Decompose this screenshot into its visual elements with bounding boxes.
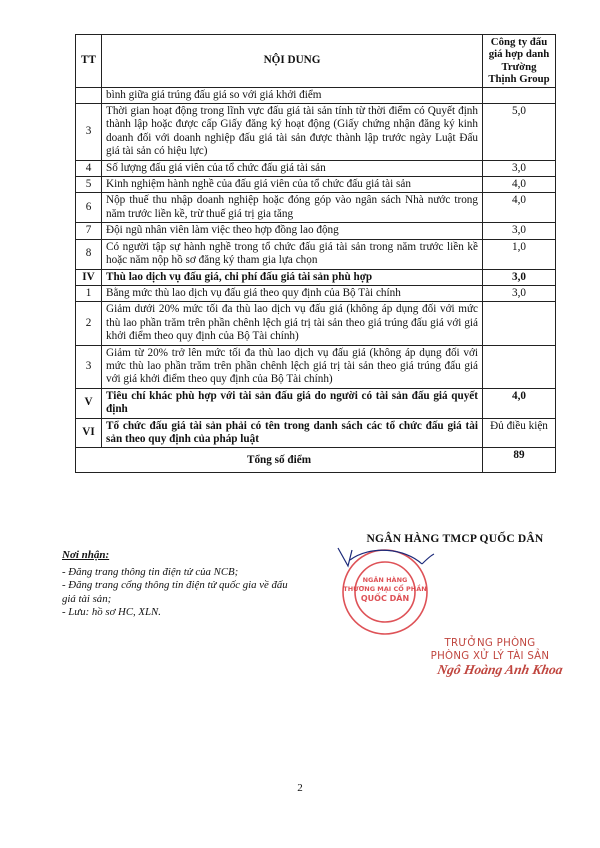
table-row xyxy=(76,87,556,103)
table-row xyxy=(76,285,556,301)
row-score: 4,0 xyxy=(483,193,556,223)
row-score: 3,0 xyxy=(483,223,556,239)
row-score: Đủ điều kiện xyxy=(483,418,556,448)
page-number: 2 xyxy=(297,782,303,794)
row-score: 3,0 xyxy=(483,285,556,301)
row-tt: 6 xyxy=(76,193,102,223)
row-tt: V xyxy=(76,388,102,418)
row-tt: 1 xyxy=(76,285,102,301)
recipient-item: - Đăng trang cổng thông tin điện tử quốc gia về đấu giá tài sản; xyxy=(62,579,288,605)
row-content: Tổ chức đấu giá tài sản phải có tên trong danh sách các tổ chức đấu giá tài sản theo quy định của pháp luật xyxy=(102,418,483,448)
table-row xyxy=(76,388,556,418)
table-row xyxy=(76,193,556,223)
row-content: Giảm dưới 20% mức tối đa thù lao dịch vụ đấu giá (không áp dụng đối với mức thù lao phần trăm trên phần chênh lệch giá trị tài sản theo giá trúng đấu giá với giá khởi điểm theo quy định của Bộ Tài chính) xyxy=(102,302,483,345)
row-content: Số lượng đấu giá viên của tổ chức đấu giá tài sản xyxy=(102,160,483,176)
table-row xyxy=(76,418,556,448)
table-row xyxy=(76,160,556,176)
row-tt: 8 xyxy=(76,239,102,269)
row-tt: 5 xyxy=(76,177,102,193)
table-row xyxy=(76,302,556,345)
table-row xyxy=(76,104,556,161)
row-content: Thù lao dịch vụ đấu giá, chi phí đấu giá tài sản phù hợp xyxy=(102,269,483,285)
table-row xyxy=(76,345,556,388)
signer-titles xyxy=(395,637,585,663)
row-content: Giảm từ 20% trở lên mức tối đa thù lao dịch vụ đấu giá (không áp dụng đối với mức thù lao phần trăm trên phần chênh lệch giá trị tài sản theo giá trúng đấu giá với giá khởi điểm theo quy định của Bộ Tài chính) xyxy=(102,345,483,388)
row-tt: 3 xyxy=(76,104,102,161)
total-label: Tổng số điểm xyxy=(76,448,483,473)
table-row xyxy=(76,223,556,239)
total-row xyxy=(76,448,556,473)
row-tt: IV xyxy=(76,269,102,285)
table-header-row xyxy=(76,35,556,88)
header-content: NỘI DUNG xyxy=(102,35,483,88)
header-company: Công ty đấu giá hợp danh Trường Thịnh Group xyxy=(483,35,556,88)
signer-name: Ngô Hoàng Anh Khoa xyxy=(436,662,564,677)
row-score xyxy=(483,345,556,388)
row-score xyxy=(483,87,556,103)
row-content: bình giữa giá trúng đấu giá so với giá khởi điểm xyxy=(102,87,483,103)
table-body xyxy=(76,87,556,448)
row-tt: 4 xyxy=(76,160,102,176)
table-row xyxy=(76,177,556,193)
scoring-table xyxy=(75,34,556,473)
company-seal xyxy=(330,540,440,640)
row-tt: VI xyxy=(76,418,102,448)
row-tt: 7 xyxy=(76,223,102,239)
recipient-item: - Lưu: hồ sơ HC, XLN. xyxy=(62,606,161,619)
svg-text:THƯƠNG MẠI CỔ PHẦN: THƯƠNG MẠI CỔ PHẦN xyxy=(343,585,427,593)
row-content: Bằng mức thù lao dịch vụ đấu giá theo quy định của Bộ Tài chính xyxy=(102,285,483,301)
row-content: Thời gian hoạt động trong lĩnh vực đấu giá tài sản tính từ thời điểm có Quyết định thành lập hoặc được cấp Giấy đăng ký hoạt động (Giấy chứng nhận đăng ký kinh doanh đối với doanh nghiệp đấu giá tài sản được thành lập trước ngày Luật Đấu giá tài sản có hiệu lực) xyxy=(102,104,483,161)
row-tt: 2 xyxy=(76,302,102,345)
recipients-heading: Nơi nhận: xyxy=(62,549,110,561)
svg-text:NGÂN HÀNG: NGÂN HÀNG xyxy=(362,576,408,584)
row-tt xyxy=(76,87,102,103)
recipient-item: - Đăng trang thông tin điện tử của NCB; xyxy=(62,565,239,578)
total-value: 89 xyxy=(483,448,556,473)
row-score: 1,0 xyxy=(483,239,556,269)
row-score: 3,0 xyxy=(483,160,556,176)
row-score xyxy=(483,302,556,345)
row-content: Kinh nghiệm hành nghề của đấu giá viên của tổ chức đấu giá tài sản xyxy=(102,177,483,193)
table-row xyxy=(76,239,556,269)
row-score: 4,0 xyxy=(483,388,556,418)
header-tt: TT xyxy=(76,35,102,88)
row-content: Có người tập sự hành nghề trong tổ chức đấu giá tài sản trong năm trước liền kề hoặc năm nộp hồ sơ đăng ký tham gia lựa chọn xyxy=(102,239,483,269)
row-content: Tiêu chí khác phù hợp với tài sản đấu giá do người có tài sản đấu giá quyết định xyxy=(102,388,483,418)
bank-name: NGÂN HÀNG TMCP QUỐC DÂN xyxy=(366,533,544,545)
row-content: Nộp thuế thu nhập doanh nghiệp hoặc đóng góp vào ngân sách Nhà nước trong năm trước liền kề, trừ thuế giá trị gia tăng xyxy=(102,193,483,223)
row-tt: 3 xyxy=(76,345,102,388)
signer-title-1: TRƯỞNG PHÒNG xyxy=(444,638,536,649)
row-score: 4,0 xyxy=(483,177,556,193)
signer-title-2: PHÒNG XỬ LÝ TÀI SẢN xyxy=(430,651,550,662)
row-content: Đội ngũ nhân viên làm việc theo hợp đồng lao động xyxy=(102,223,483,239)
row-score: 5,0 xyxy=(483,104,556,161)
table-row xyxy=(76,269,556,285)
svg-text:QUỐC DÂN: QUỐC DÂN xyxy=(360,594,410,603)
recipients-block xyxy=(62,549,292,620)
row-score: 3,0 xyxy=(483,269,556,285)
